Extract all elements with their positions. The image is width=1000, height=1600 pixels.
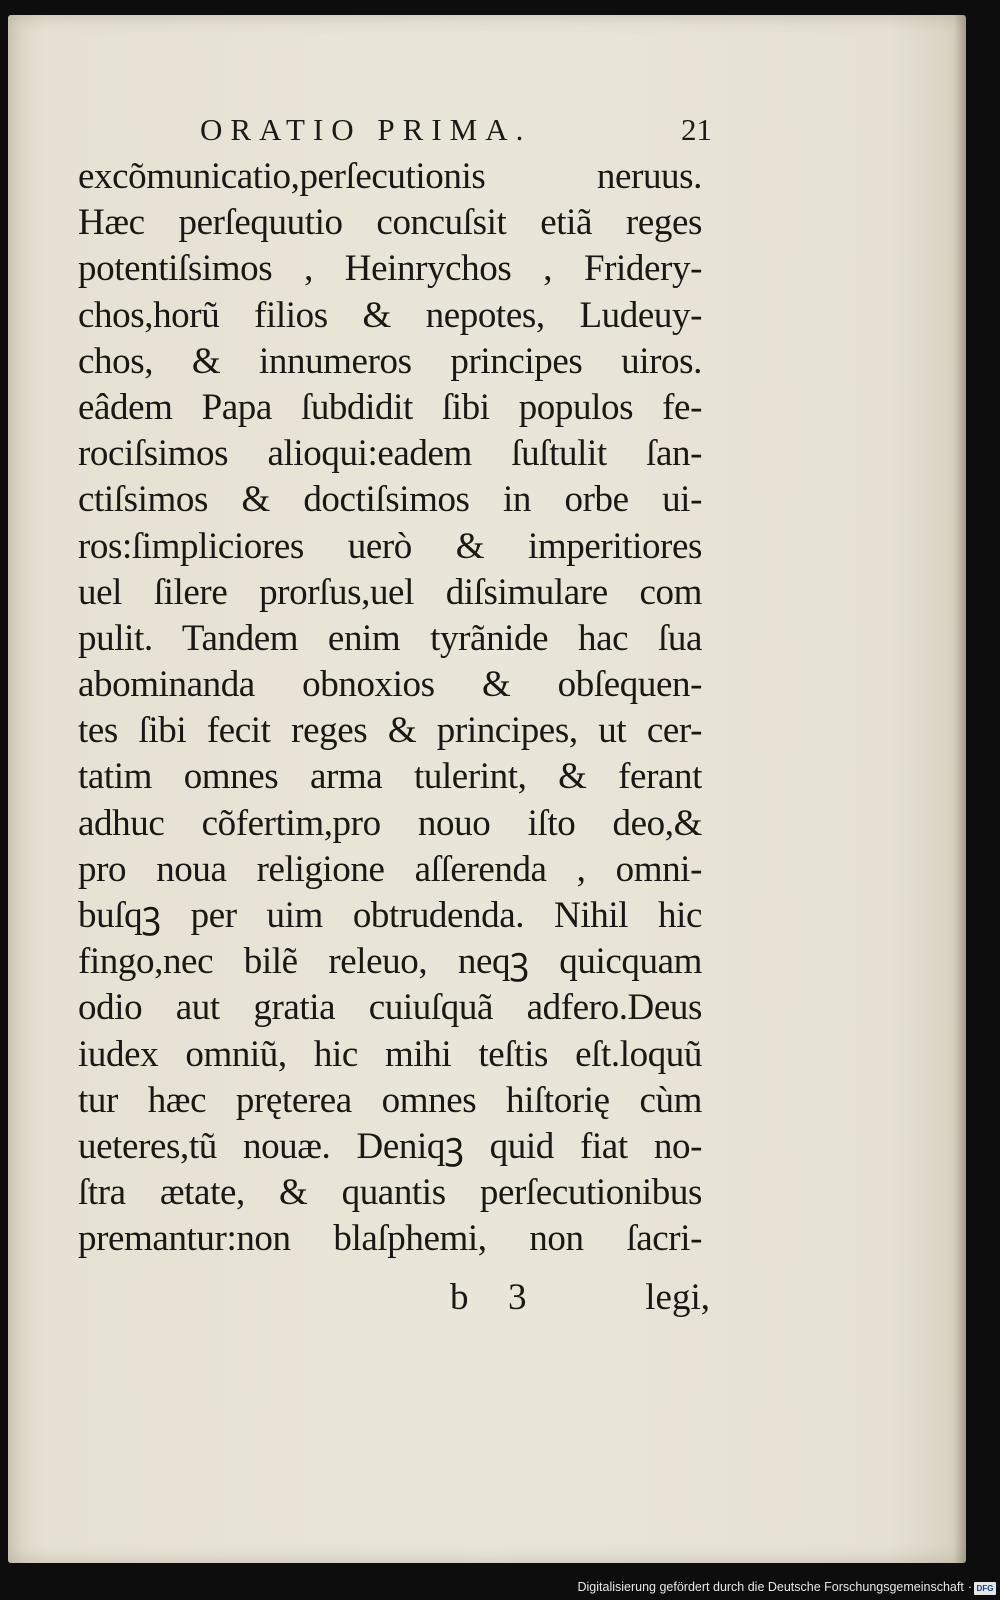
dfg-logo-icon: DFG	[974, 1582, 996, 1595]
text-line: excõmunicatio,perſecutionis neruus.	[78, 156, 702, 197]
body-text	[78, 154, 702, 1263]
running-head-title: ORATIO PRIMA.	[200, 112, 532, 147]
text-line: pulit. Tandem enim tyrãnide hac ſua	[78, 617, 702, 659]
signature-mark: b	[450, 1277, 469, 1318]
signature-number: 3	[508, 1277, 527, 1318]
text-line: rociſsimos alioqui:eadem ſuſtulit ſan-	[78, 433, 702, 475]
text-line: pro noua religione aſſerenda , omni-	[78, 848, 702, 890]
text-line: eâdem Papa ſubdidit ſibi populos fe-	[78, 386, 702, 428]
text-line: ſtra ætate, & quantis perſecutionibus	[78, 1172, 702, 1214]
text-line: Hæc perſequutio concuſsit etiã reges	[78, 202, 702, 244]
credit-text: Digitalisierung gefördert durch die Deutsche Forschungsgemeinschaft	[577, 1580, 964, 1594]
catchline	[440, 1275, 710, 1321]
page-number: 21	[681, 112, 712, 147]
text-line: ros:ſimpliciores uerò & imperitiores	[78, 525, 702, 567]
running-head	[192, 110, 712, 150]
text-line: tur hæc pręterea omnes hiſtorię cùm	[78, 1079, 702, 1121]
text-line: chos,horũ filios & nepotes, Ludeuy-	[78, 294, 702, 336]
text-line: premantur:non blaſphemi, non ſacri-	[78, 1218, 702, 1260]
text-line: tatim omnes arma tulerint, & ferant	[78, 756, 702, 798]
catchword: legi,	[645, 1277, 710, 1318]
credit-separator: ·	[967, 1580, 972, 1594]
text-line: abominanda obnoxios & obſequen-	[78, 664, 702, 706]
text-line: chos, & innumeros principes uiros.	[78, 340, 702, 382]
text-line: ctiſsimos & doctiſsimos in orbe ui-	[78, 479, 702, 521]
page-edge-shadow	[954, 15, 966, 1563]
text-line: ueteres,tũ nouæ. Deniqꝫ quid fiat no-	[78, 1125, 702, 1167]
text-line: fingo,nec bilẽ releuo, neqꝫ quicquam	[78, 941, 702, 983]
text-line: adhuc cõfertim,pro nouo iſto deo,&	[78, 802, 702, 844]
text-line: buſqꝫ per uim obtrudenda. Nihil hic	[78, 895, 702, 936]
text-line: tes ſibi fecit reges & principes, ut cer-	[78, 710, 702, 752]
text-line: potentiſsimos , Heinrychos , Fridery-	[78, 248, 702, 290]
text-line: uel ſilere prorſus,uel diſsimulare com	[78, 571, 702, 613]
digitization-credit	[578, 1577, 973, 1597]
text-line: odio aut gratia cuiuſquã adfero.Deus	[78, 987, 702, 1029]
text-line: iudex omniũ, hic mihi teſtis eſt.loquũ	[78, 1033, 702, 1075]
